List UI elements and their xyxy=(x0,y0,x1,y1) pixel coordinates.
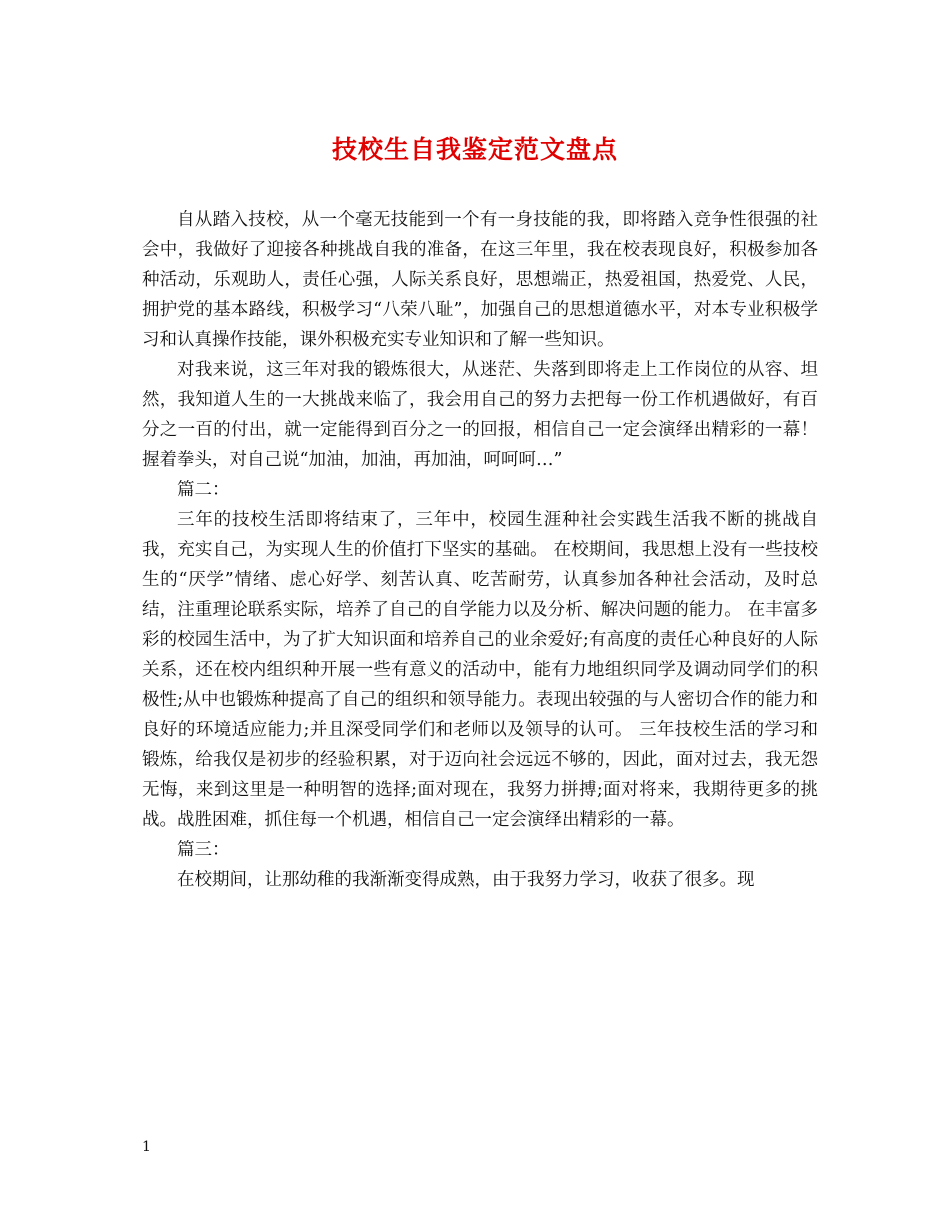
section-heading-2: 篇二： xyxy=(177,480,230,500)
paragraph-3: 三年的技校生活即将结束了，三年中，校园生涯种社会实践生活我不断的挑战自我，充实自己，为实现人生的价值打下坚实的基础。 在校期间，我思想上没有一些技校生的“厌学”情绪、虑心好学、刻苦认真、吃苦耐劳，认真参加各种社会活动，及时总结，注重理论联系实际，培养了自己的自学能力以及分析、解决问题的能力。 在丰富多彩的校园生活中，为了扩大知识面和培养自己的业余爱好;有高度的责任心种良好的人际关系，还在校内组织种开展一些有意义的活动中，能有力地组织同学及调动同学们的积极性;从中也锻炼种提高了自己的组织和领导能力。表现出较强的与人密切合作的能力和良好的环境适应能力;并且深受同学们和老师以及领导的认可。 三年技校生活的学习和锻炼，给我仅是初步的经验积累，对于迈向社会远远不够的，因此，面对过去，我无怨无悔，来到这里是一种明智的选择;面对现在，我努力拼搏;面对将来，我期待更多的挑战。战胜困难，抓住每一个机遇，相信自己一定会演绎出精彩的一幕。 xyxy=(142,510,818,830)
document-title: 技校生自我鉴定范文盘点 xyxy=(331,135,618,164)
paragraph-2: 对我来说，这三年对我的锻炼很大，从迷茫、失落到即将走上工作岗位的从容、坦然，我知道人生的一大挑战来临了，我会用自己的努力去把每一份工作机遇做好，有百分之一百的付出，就一定能得到百分之一的回报，相信自己一定会演绎出精彩的一幕！握着拳头，对自己说“加油，加油，再加油，呵呵呵…” xyxy=(142,360,818,470)
document-body xyxy=(142,205,818,895)
section-heading-3: 篇三： xyxy=(177,840,230,860)
paragraph-4: 在校期间，让那幼稚的我渐渐变得成熟，由于我努力学习，收获了很多。现 xyxy=(177,870,755,890)
paragraph-1: 自从踏入技校，从一个毫无技能到一个有一身技能的我，即将踏入竞争性很强的社会中，我做好了迎接各种挑战自我的准备，在这三年里，我在校表现良好，积极参加各种活动，乐观助人，责任心强，人际关系良好，思想端正，热爱祖国，热爱党、人民，拥护党的基本路线，积极学习“八荣八耻”，加强自己的思想道德水平，对本专业积极学习和认真操作技能，课外积极充实专业知识和了解一些知识。 xyxy=(142,210,818,350)
page-number: 1 xyxy=(142,1139,151,1155)
